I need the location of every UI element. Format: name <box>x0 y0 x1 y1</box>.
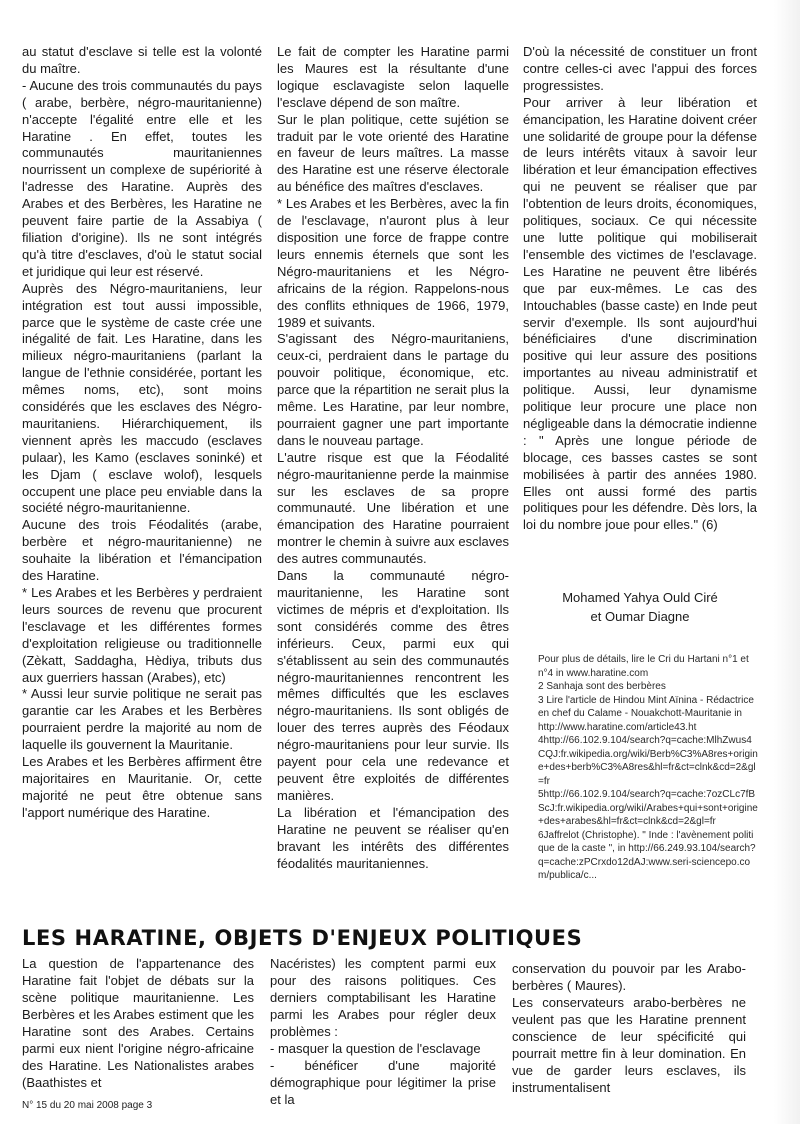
author-signature <box>523 588 757 626</box>
paragraph: Dans la communauté négro-mauritanienne, les Haratine sont victimes de mépris et d'exploitation. Ils sont considérés comme des êtres inférieurs. Ceux, parmi eux qui s'établissent au sein des communautés négro-mauritaniennes rencontrent les mêmes difficultés que les esclaves négro-mauritaniens. Ils sont obligés de louer des terres auprès des Féodaux négro-mauritaniens pour leur survie. Ils payent pour cela une redevance et peuvent être exploités de différentes manières. <box>277 568 509 803</box>
paragraph: Auprès des Négro-mauritaniens, leur intégration est tout aussi impossible, parce que le système de caste crée une inégalité de fait. Les Haratine, dans les milieux négro-mauritaniens (parlant la langue de l'ethnie considérée, portant les mêmes noms, etc), sont moins considérés que les esclaves des Négro-mauritaniens. Hiérarchiquement, ils viennent après les maccudo (esclaves pulaar), les Kamo (esclaves soninké) et les Djam ( esclave wolof), lesquels occupent une place peu enviable dans la société négro-mauritanienne. <box>22 280 262 516</box>
paragraph: L'autre risque est que la Féodalité négro-mauritanienne perde la mainmise sur les esclaves de sa propre communauté. Une libération et une émancipation des Haratine pourraient montrer le chemin à suivre aux esclaves des autres communautés. <box>277 449 509 567</box>
footnote: 6Jaffrelot (Christophe). " Inde : l'avènement politique de la caste ", in http://66.249.93.104/search?q=cache:zPCrxdo12dAJ:www.seri-sciencepo.com/publica/c... <box>538 829 756 881</box>
paragraph: - Aucune des trois communautés du pays ( arabe, berbère, négro-mauritanienne) n'accepte l'égalité entre elle et les Haratine . En effet, toutes les communautés mauritaniennes nourrissent un complexe de supériorité à l'adresse des Haratine. Auprès des Arabes et des Berbères, les Haratine ne peuvent faire partie de la Assabiya ( filiation d'origine). Ils ne sont intégrés qu'à titre d'esclaves, d'où le statut social et juridique qui leur est réservé. <box>22 77 262 279</box>
paragraph: * Aussi leur survie politique ne serait pas garantie car les Arabes et les Berbères pourraient perdre la majorité au nom de laquelle ils gouvernent la Mauritanie. <box>22 686 262 753</box>
paragraph: D'où la nécessité de constituer un front contre celles-ci avec l'appui des forces progressistes. <box>523 44 757 93</box>
footnote: 2 Sanhaja sont des berbères <box>538 681 666 692</box>
footnote: 3 Lire l'article de Hindou Mint Aïnina - Rédactrice en chef du Calame - Nouakchott-Mauritanie in <box>538 694 754 719</box>
footnote: Pour plus de détails, lire le Cri du Hartani n°1 et n°4 in www.haratine.com <box>538 654 749 679</box>
section-column-1 <box>22 955 254 1091</box>
scan-edge-shadow <box>774 0 800 1124</box>
author-name: et Oumar Diagne <box>590 609 690 624</box>
paragraph: * Les Arabes et les Berbères y perdraient leurs sources de revenu que procurent l'esclavage et les différentes formes d'exploitation religieuse ou traditionnelle (Zèkatt, Saddagha, Hèdiya, tributs dus aux guerriers hassan (Arabes), etc) <box>22 585 262 685</box>
paragraph: Sur le plan politique, cette sujétion se traduit par le vote orienté des Haratine en faveur de leurs maîtres. La masse des Haratine est une réserve électorale au bénéfice des maîtres d'esclaves. <box>277 111 509 195</box>
paragraph: * Les Arabes et les Berbères, avec la fin de l'esclavage, n'auront plus à leur disposition une force de frappe contre leurs ennemis éternels que sont les Négro-mauritaniens et les Négro-africains de la région. Rappelons-nous des conflits ethniques de 1966, 1979, 1989 et suivants. <box>277 196 509 330</box>
paragraph: - bénéficer d'une majorité démographique pour légitimer la prise et la <box>270 1058 496 1107</box>
article-column-3 <box>523 44 757 534</box>
page-footer: N° 15 du 20 mai 2008 page 3 <box>22 1100 153 1111</box>
paragraph: Les conservateurs arabo-berbères ne veulent pas que les Haratine prennent conscience de leur spécificité qui pourrait mettre fin à leur domination. En vue de garder leurs esclaves, ils instrumentalisent <box>512 995 746 1095</box>
paragraph: Aucune des trois Féodalités (arabe, berbère et négro-mauritanienne) ne souhaite la libération et l'émancipation des Haratine. <box>22 517 262 584</box>
article-column-2 <box>277 44 509 872</box>
section-headline: LES HARATINE, OBJETS D'ENJEUX POLITIQUES <box>22 926 583 950</box>
author-name: Mohamed Yahya Ould Ciré <box>562 590 718 605</box>
paragraph: La question de l'appartenance des Haratine fait l'objet de débats sur la scène politique mauritanienne. Les Berbères et les Arabes estiment que les Haratine sont des Arabes. Certains parmi eux nient l'origine négro-africaine des Haratine. Les Nationalistes arabes (Baathistes et <box>22 956 254 1090</box>
paragraph: La libération et l'émancipation des Haratine ne peuvent se réaliser qu'en bravant les intérêts des différentes féodalités mauritaniennes. <box>277 804 509 871</box>
footnote: 4http://66.102.9.104/search?q=cache:MlhZwus4CQJ:fr.wikipedia.org/wiki/Berb%C3%A8res+origine+des+berb%C3%A8res&hl=fr&ct=clnk&cd=2&gl=fr <box>538 735 758 787</box>
paragraph: S'agissant des Négro-mauritaniens, ceux-ci, perdraient dans le partage du pouvoir politique, économique, etc. parce que la répartition ne serait plus la même. Les Haratine, par leur nombre, pourraient gagner une part importante dans le nouveau partage. <box>277 331 509 448</box>
paragraph: - masquer la question de l'esclavage <box>270 1041 481 1056</box>
footnote: http://www.haratine.com/article43.ht <box>538 721 697 733</box>
footnotes <box>538 653 758 883</box>
paragraph: Pour arriver à leur libération et émancipation, les Haratine doivent créer une solidarité de groupe pour la défense de leurs intérêts vitaux à savoir leur libération et leur émancipation effectives qui ne peuvent se réaliser que par l'obtention de leurs droits, économiques, politiques, sociaux. Ce qui nécessite une lutte politique qui mobiliserait l'ensemble des victimes de l'esclavage. Les Haratine ne peuvent être libérés que par eux-mêmes. Le cas des Intouchables (basse caste) en Inde peut servir d'exemple. Ils sont aujourd'hui bénéficiaires d'une discrimination positive qui leur assure des positions importantes au niveau administratif et politique. Aussi, leur dynamisme politique leur procure une place non négligeable dans la démocratie indienne : " Après une longue période de blocage, ces basses castes se sont mobilisées à partir des années 1980. Elles ont aussi formé des partis politiques pour les défendre. Dès lors, la loi du nombre joue pour elles." (6) <box>523 94 757 533</box>
paragraph: conservation du pouvoir par les Arabo-berbères ( Maures). <box>512 961 746 993</box>
section-column-3 <box>512 960 746 1096</box>
paragraph: au statut d'esclave si telle est la volonté du maître. <box>22 44 262 76</box>
paragraph: Les Arabes et les Berbères affirment être majoritaires en Mauritanie. Or, cette majorité ne peut être obtenue sans l'apport numérique des Haratine. <box>22 754 262 820</box>
footnote: 5http://66.102.9.104/search?q=cache:7ozCLc7fBScJ:fr.wikipedia.org/wiki/Arabes+qui+sont+origine+des+arabes&hl=fr&ct=clnk&cd=2&gl=fr <box>538 789 758 827</box>
paragraph: Nacéristes) les comptent parmi eux pour des raisons politiques. Ces derniers comptabilisant les Haratine parmi les Arabes pour régler deux problèmes : <box>270 956 496 1039</box>
section-column-2 <box>270 955 496 1108</box>
paragraph: Le fait de compter les Haratine parmi les Maures est la résultante d'une logique esclavagiste selon laquelle l'esclave dépend de son maître. <box>277 44 509 110</box>
article-column-1 <box>22 44 262 822</box>
